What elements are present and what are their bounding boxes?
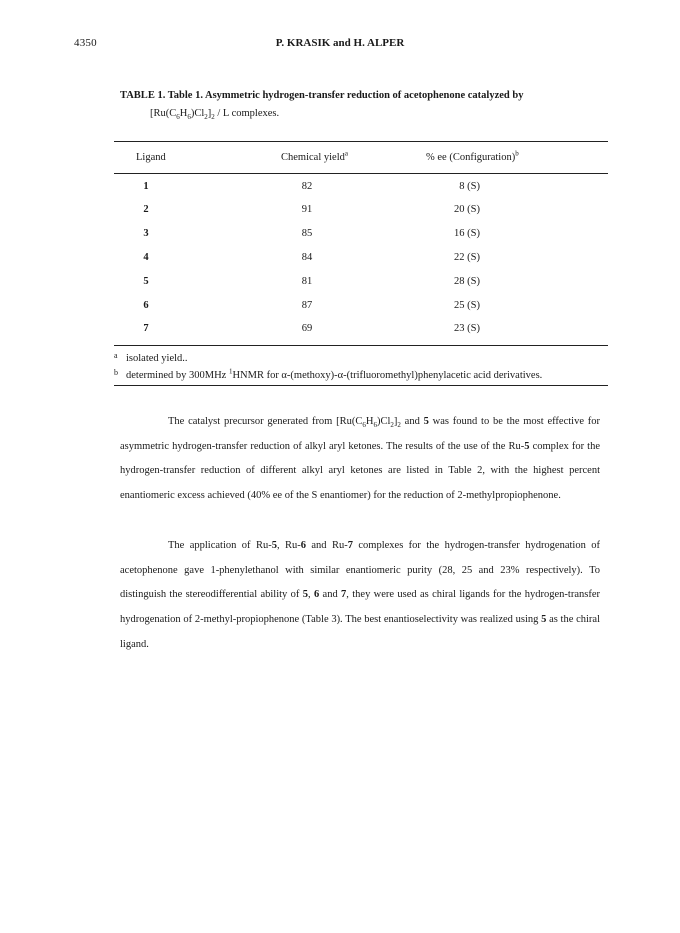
table-caption: [120, 87, 600, 123]
body-paragraph-2: The application of Ru-5, Ru-6 and Ru-7 complexes for the hydrogen-transfer hydrogenation of acetophenone gave 1-phenylethanol with similar enantiomeric purity (28, 25 and 23% respectively). To distinguish the stereodifferential ability of 5, 6 and 7, they were used as chiral ligands for the hydrogen-transfer hydrogenation of 2-methyl-propiophenone (Table 3). The best enantioselectivity was realized using 5 as the chiral ligand.: [120, 540, 600, 650]
table-header-rule: [114, 173, 608, 174]
ligand-cell: 7: [143, 323, 149, 334]
footnote-b-text: determined by 300MHz $^1$HNMR for α-(methoxy)-α-(trifluoromethyl)phenylacetic acid derivatives.: [126, 367, 543, 381]
yield-cell: 85: [301, 228, 313, 239]
column-header-ee: [426, 149, 519, 163]
yield-cell: 81: [301, 276, 313, 287]
yield-cell: 84: [301, 252, 313, 263]
yield-cell: 91: [301, 204, 313, 215]
ee-cell: 16 (S): [454, 228, 480, 239]
ee-cell: 22 (S): [454, 252, 480, 263]
footnote-mark-b: b: [515, 149, 519, 158]
footnote-b: [114, 368, 542, 381]
column-header-ligand-text: Ligand: [136, 152, 166, 163]
page-number: 4350: [74, 37, 97, 49]
footnote-b-mark: b: [114, 368, 118, 377]
footnote-a-mark: a: [114, 351, 118, 360]
running-head-authors: P. KRASIK and H. ALPER: [275, 37, 405, 49]
ligand-cell: 2: [143, 204, 149, 215]
table-top-rule: [114, 141, 608, 142]
ee-cell: 25 (S): [454, 300, 480, 311]
body-paragraph-1: The catalyst precursor generated from $[Ru(C_6H_6)Cl_2]_2$ and 5 was found to be the most effective for asymmetric hydrogen-transfer reduction of alkyl aryl ketones. The results of the use of the Ru-5 complex for the hydrogen-transfer reduction of different alkyl aryl ketones are listed in Table 2, with the highest percent enantiomeric excess achieved (40% ee of the S enantiomer) for the reduction of 2-methylpropiophenone.: [120, 416, 600, 502]
ligand-cell: 6: [143, 300, 149, 311]
running-head: [0, 37, 680, 49]
column-header-ligand: [136, 152, 166, 163]
ee-cell: 8 (S): [459, 181, 480, 192]
table-caption-label: TABLE 1.: [120, 90, 166, 101]
yield-cell: 82: [301, 181, 313, 192]
table-caption-line2: $[Ru(C_6H_6)Cl_2]_2$ / L complexes.: [150, 108, 280, 122]
footnote-mark-a: a: [344, 149, 348, 158]
yield-cell: 69: [301, 323, 313, 334]
ligand-cell: 3: [143, 228, 149, 239]
column-header-yield-text: Chemical yield: [281, 152, 345, 163]
ee-cell: 28 (S): [454, 276, 480, 287]
ee-cell: 23 (S): [454, 323, 480, 334]
footnote-bottom-rule: [114, 385, 608, 386]
ligand-cell: 5: [143, 276, 149, 287]
table-caption-text: Table 1. Asymmetric hydrogen-transfer reduction of acetophenone catalyzed by: [167, 90, 524, 101]
ee-cell: 20 (S): [454, 204, 480, 215]
ligand-cell: 4: [143, 252, 149, 263]
yield-cell: 87: [301, 300, 313, 311]
ligand-cell: 1: [143, 181, 149, 192]
column-header-yield: [281, 149, 348, 163]
footnote-a: [114, 351, 188, 364]
table-bottom-rule: [114, 345, 608, 346]
footnote-a-text: isolated yield..: [126, 353, 188, 364]
column-header-ee-text: % ee (Configuration): [426, 152, 516, 163]
